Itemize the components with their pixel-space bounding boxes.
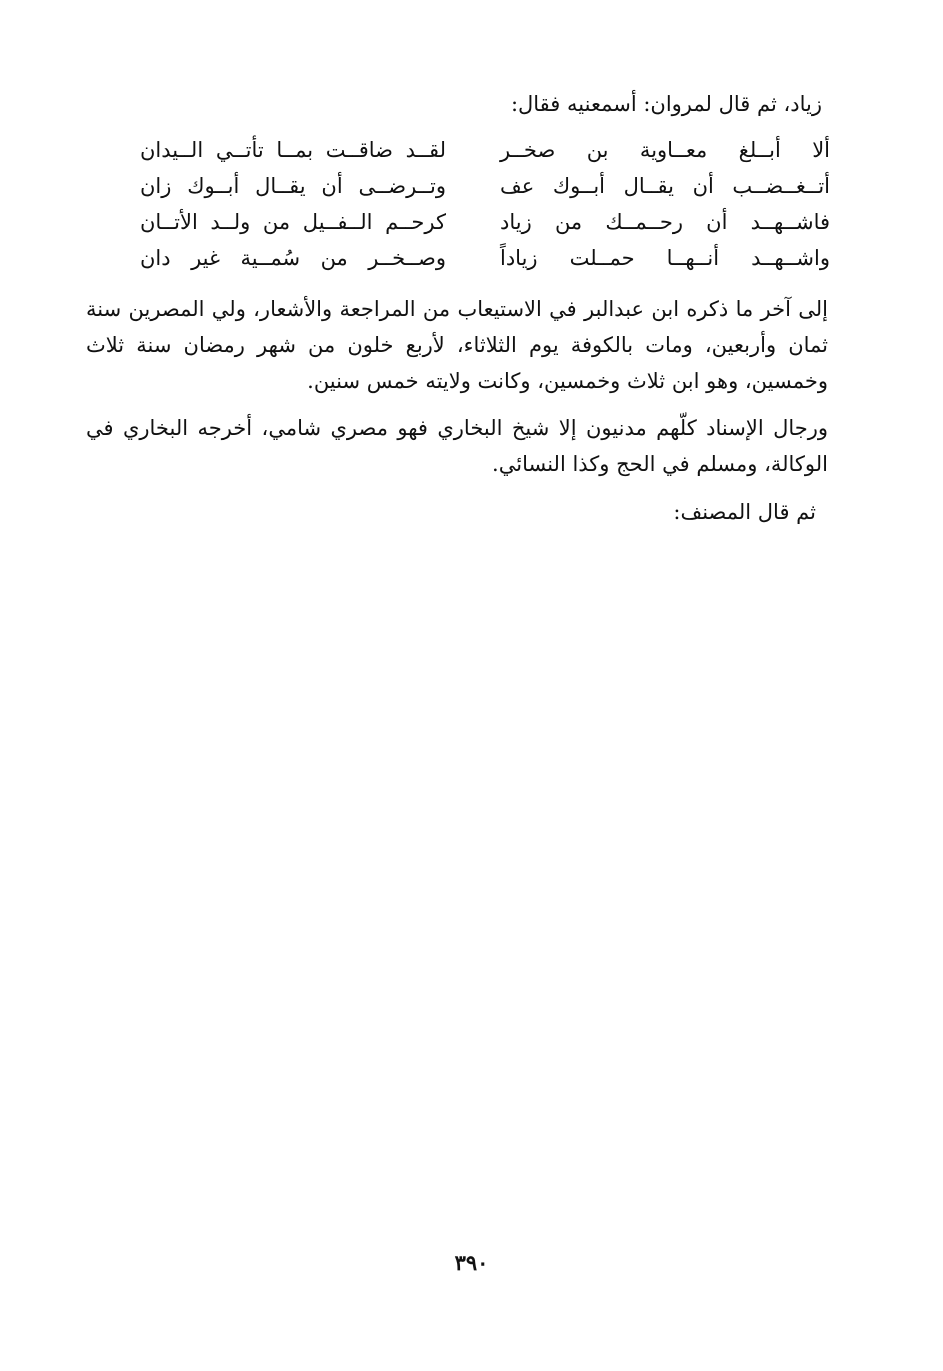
poem-verse — [140, 204, 830, 240]
page-number: ٣٩٠ — [454, 1250, 489, 1275]
paragraph-biography: إلى آخر ما ذكره ابن عبدالبر في الاستيعاب من المراجعة والأشعار، ولي المصرين سنة ثمان وأربعين، ومات بالكوفة يوم الثلاثاء، لأربع خلون من شهر رمضان سنة ثلاث وخمسين، وهو ابن ثلاث وخمسين، وكانت ولايته خمس سنين. — [86, 297, 828, 393]
verse-second-hemistich: كرحــم الــفــيل من ولــد الأتــان — [140, 210, 446, 234]
intro-line: زياد، ثم قال لمروان: أسمعنيه فقال: — [510, 92, 822, 116]
verse-first-hemistich: فاشــهــد أن رحــمــك من زياد — [500, 210, 830, 234]
verse-first-hemistich: ألا أبــلغ معــاوية بن صخــر — [500, 138, 830, 162]
paragraph-isnad: ورجال الإسناد كلّهم مدنيون إلا شيخ البخاري فهو مصري شامي، أخرجه البخاري في الوكالة، ومسلم في الحج وكذا النسائي. — [86, 416, 828, 476]
verse-second-hemistich: لقــد ضاقــت بمــا تأتــي الــيدان — [140, 138, 446, 162]
poem-verse — [140, 132, 830, 168]
verse-first-hemistich: أتــغــضــب أن يقــال أبــوك عف — [500, 174, 830, 198]
poem-verse — [140, 240, 830, 276]
verse-second-hemistich: وصــخــر من سُمــية غير دان — [140, 246, 446, 270]
poem-verse — [140, 168, 830, 204]
poem — [140, 132, 830, 276]
verse-first-hemistich: واشــهــد أنــهــا حمــلت زياداً — [500, 246, 830, 270]
closing-line: ثم قال المصنف: — [673, 500, 816, 524]
verse-second-hemistich: وتــرضــى أن يقــال أبــوك زان — [140, 174, 446, 198]
